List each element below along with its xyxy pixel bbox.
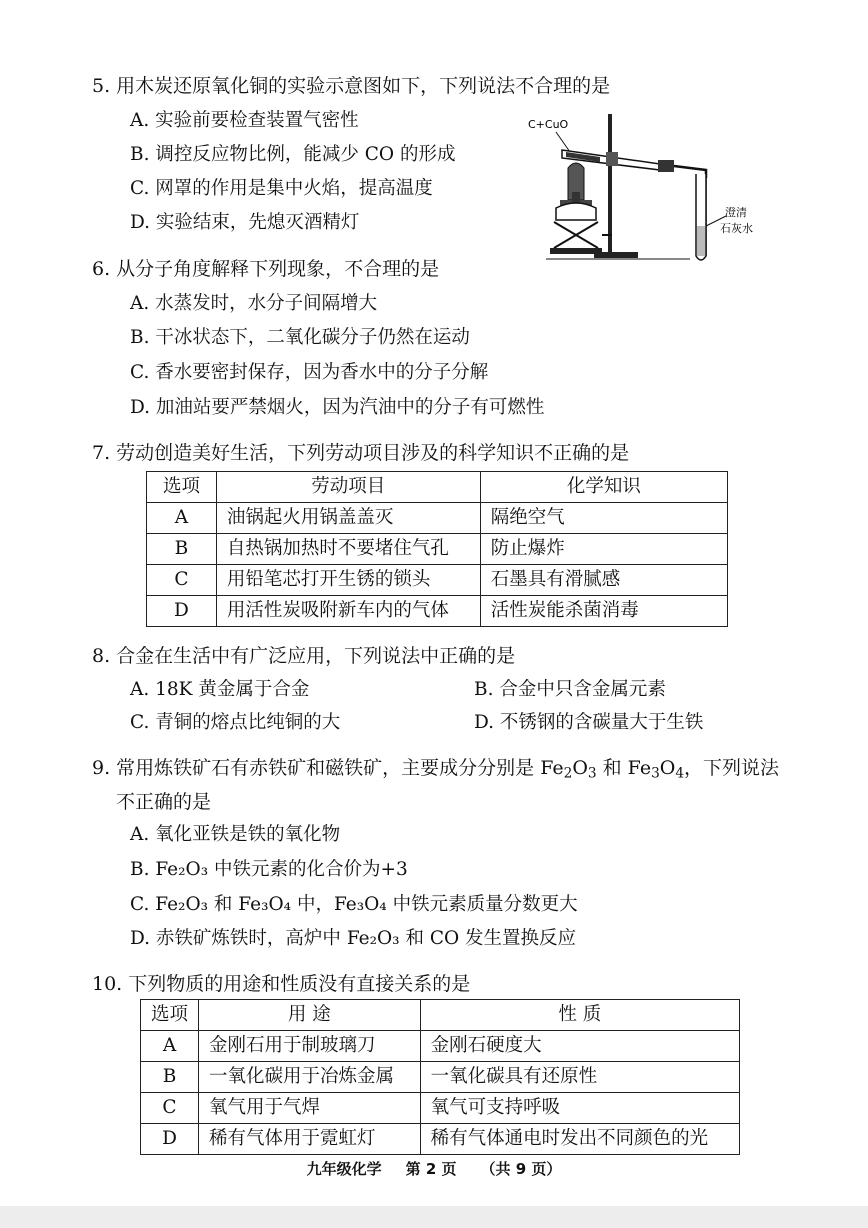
table-cell: 金刚石用于制玻璃刀 bbox=[199, 1031, 421, 1062]
q6-option-a: A. 水蒸发时，水分子间隔增大 bbox=[130, 293, 378, 314]
q5-option-c: C. 网罩的作用是集中火焰，提高温度 bbox=[130, 178, 433, 199]
table-row bbox=[147, 503, 728, 534]
q9-option-c: C. Fe₂O₃ 和 Fe₃O₄ 中，Fe₃O₄ 中铁元素质量分数更大 bbox=[130, 894, 578, 915]
footer-total-pages: （共 9 页） bbox=[480, 1160, 562, 1178]
table-cell: D bbox=[147, 596, 217, 627]
q8-option-c: C. 青铜的熔点比纯铜的大 bbox=[130, 712, 341, 733]
footer-subject: 九年级化学 bbox=[306, 1160, 382, 1178]
scan-edge bbox=[0, 1206, 868, 1228]
table-row bbox=[147, 596, 728, 627]
q9-stem-part: 9. 常用炼铁矿石有赤铁矿和磁铁矿，主要成分分别是 Fe bbox=[92, 757, 564, 779]
apparatus-figure bbox=[520, 108, 770, 268]
table-row bbox=[141, 1062, 740, 1093]
q5-option-b: B. 调控反应物比例，能减少 CO 的形成 bbox=[130, 144, 456, 165]
table-header-row bbox=[147, 472, 728, 503]
q9-stem-line2: 不正确的是 bbox=[116, 791, 212, 813]
q6-option-c: C. 香水要密封保存，因为香水中的分子分解 bbox=[130, 362, 489, 383]
table-cell: C bbox=[141, 1093, 199, 1124]
table-cell: 石墨具有滑腻感 bbox=[480, 565, 727, 596]
q9-stem-subscript: 3 bbox=[587, 765, 597, 782]
q9-option-b: B. Fe₂O₃ 中铁元素的化合价为+3 bbox=[130, 859, 408, 880]
q7-table bbox=[146, 471, 728, 627]
q9-stem-subscript: 2 bbox=[563, 765, 573, 782]
q7-stem: 7. 劳动创造美好生活，下列劳动项目涉及的科学知识不正确的是 bbox=[92, 442, 630, 464]
q10-table bbox=[140, 999, 740, 1155]
q9-option-a: A. 氧化亚铁是铁的氧化物 bbox=[130, 824, 341, 845]
q9-stem bbox=[92, 756, 779, 785]
table-header-cell: 选项 bbox=[147, 472, 217, 503]
table-cell: 一氧化碳用于冶炼金属 bbox=[199, 1062, 421, 1093]
reactant-label: C+CuO bbox=[528, 118, 569, 131]
table-cell: D bbox=[141, 1124, 199, 1155]
q9-stem-subscript: 4 bbox=[675, 765, 685, 782]
table-header-row bbox=[141, 1000, 740, 1031]
q6-option-b: B. 干冰状态下，二氧化碳分子仍然在运动 bbox=[130, 327, 470, 348]
table-cell: A bbox=[141, 1031, 199, 1062]
table-cell: B bbox=[147, 534, 217, 565]
table-cell: 用铅笔芯打开生锈的锁头 bbox=[216, 565, 480, 596]
stopper bbox=[658, 160, 674, 172]
q9-option-d: D. 赤铁矿炼铁时，高炉中 Fe₂O₃ 和 CO 发生置换反应 bbox=[130, 928, 577, 949]
footer-page-number: 第 2 页 bbox=[405, 1160, 457, 1178]
q8-option-d: D. 不锈钢的含碳量大于生铁 bbox=[474, 712, 704, 733]
table-cell: 隔绝空气 bbox=[480, 503, 727, 534]
q6-stem: 6. 从分子角度解释下列现象，不合理的是 bbox=[92, 258, 440, 280]
q9-stem-part: 和 Fe bbox=[596, 757, 652, 779]
table-cell: 稀有气体通电时发出不同颜色的光 bbox=[420, 1124, 739, 1155]
q9-stem-part: O bbox=[659, 757, 676, 779]
q5-stem: 5. 用木炭还原氧化铜的实验示意图如下，下列说法不合理的是 bbox=[92, 75, 611, 97]
table-row bbox=[147, 565, 728, 596]
limewater-label-1: 澄清 bbox=[725, 206, 747, 219]
table-cell: 防止爆炸 bbox=[480, 534, 727, 565]
stand-rod bbox=[608, 114, 612, 254]
q10-stem: 10. 下列物质的用途和性质没有直接关系的是 bbox=[92, 973, 471, 995]
q8-option-b: B. 合金中只含金属元素 bbox=[474, 679, 666, 700]
q5-option-d: D. 实验结束，先熄灭酒精灯 bbox=[130, 212, 360, 233]
q8-stem: 8. 合金在生活中有广泛应用，下列说法中正确的是 bbox=[92, 645, 516, 667]
table-cell: 氧气可支持呼吸 bbox=[420, 1093, 739, 1124]
q6-option-d: D. 加油站要严禁烟火，因为汽油中的分子有可燃性 bbox=[130, 397, 545, 418]
q8-option-a: A. 18K 黄金属于合金 bbox=[130, 679, 310, 700]
table-cell: 用活性炭吸附新车内的气体 bbox=[216, 596, 480, 627]
table-row bbox=[141, 1093, 740, 1124]
q9-stem-part: O bbox=[572, 757, 588, 779]
table-header-cell: 用 途 bbox=[199, 1000, 421, 1031]
q9-stem-subscript: 3 bbox=[651, 765, 660, 782]
table-cell: 一氧化碳具有还原性 bbox=[420, 1062, 739, 1093]
table-row bbox=[141, 1031, 740, 1062]
table-cell: 自热锅加热时不要堵住气孔 bbox=[216, 534, 480, 565]
table-header-cell: 化学知识 bbox=[480, 472, 727, 503]
table-cell: C bbox=[147, 565, 217, 596]
table-row bbox=[147, 534, 728, 565]
table-cell: 稀有气体用于霓虹灯 bbox=[199, 1124, 421, 1155]
table-cell: 油锅起火用锅盖盖灭 bbox=[216, 503, 480, 534]
table-cell: 金刚石硬度大 bbox=[420, 1031, 739, 1062]
limewater-label-2: 石灰水 bbox=[720, 222, 753, 235]
q5-option-a: A. 实验前要检查装置气密性 bbox=[130, 110, 359, 131]
table-row bbox=[141, 1124, 740, 1155]
page-footer bbox=[0, 1158, 868, 1179]
table-cell: 氧气用于气焊 bbox=[199, 1093, 421, 1124]
q9-stem-part: ，下列说法 bbox=[684, 757, 780, 779]
table-cell: B bbox=[141, 1062, 199, 1093]
lab-jack bbox=[550, 222, 612, 254]
table-header-cell: 性 质 bbox=[420, 1000, 739, 1031]
alcohol-lamp bbox=[556, 163, 596, 220]
table-header-cell: 劳动项目 bbox=[216, 472, 480, 503]
table-cell: A bbox=[147, 503, 217, 534]
table-header-cell: 选项 bbox=[141, 1000, 199, 1031]
table-cell: 活性炭能杀菌消毒 bbox=[480, 596, 727, 627]
